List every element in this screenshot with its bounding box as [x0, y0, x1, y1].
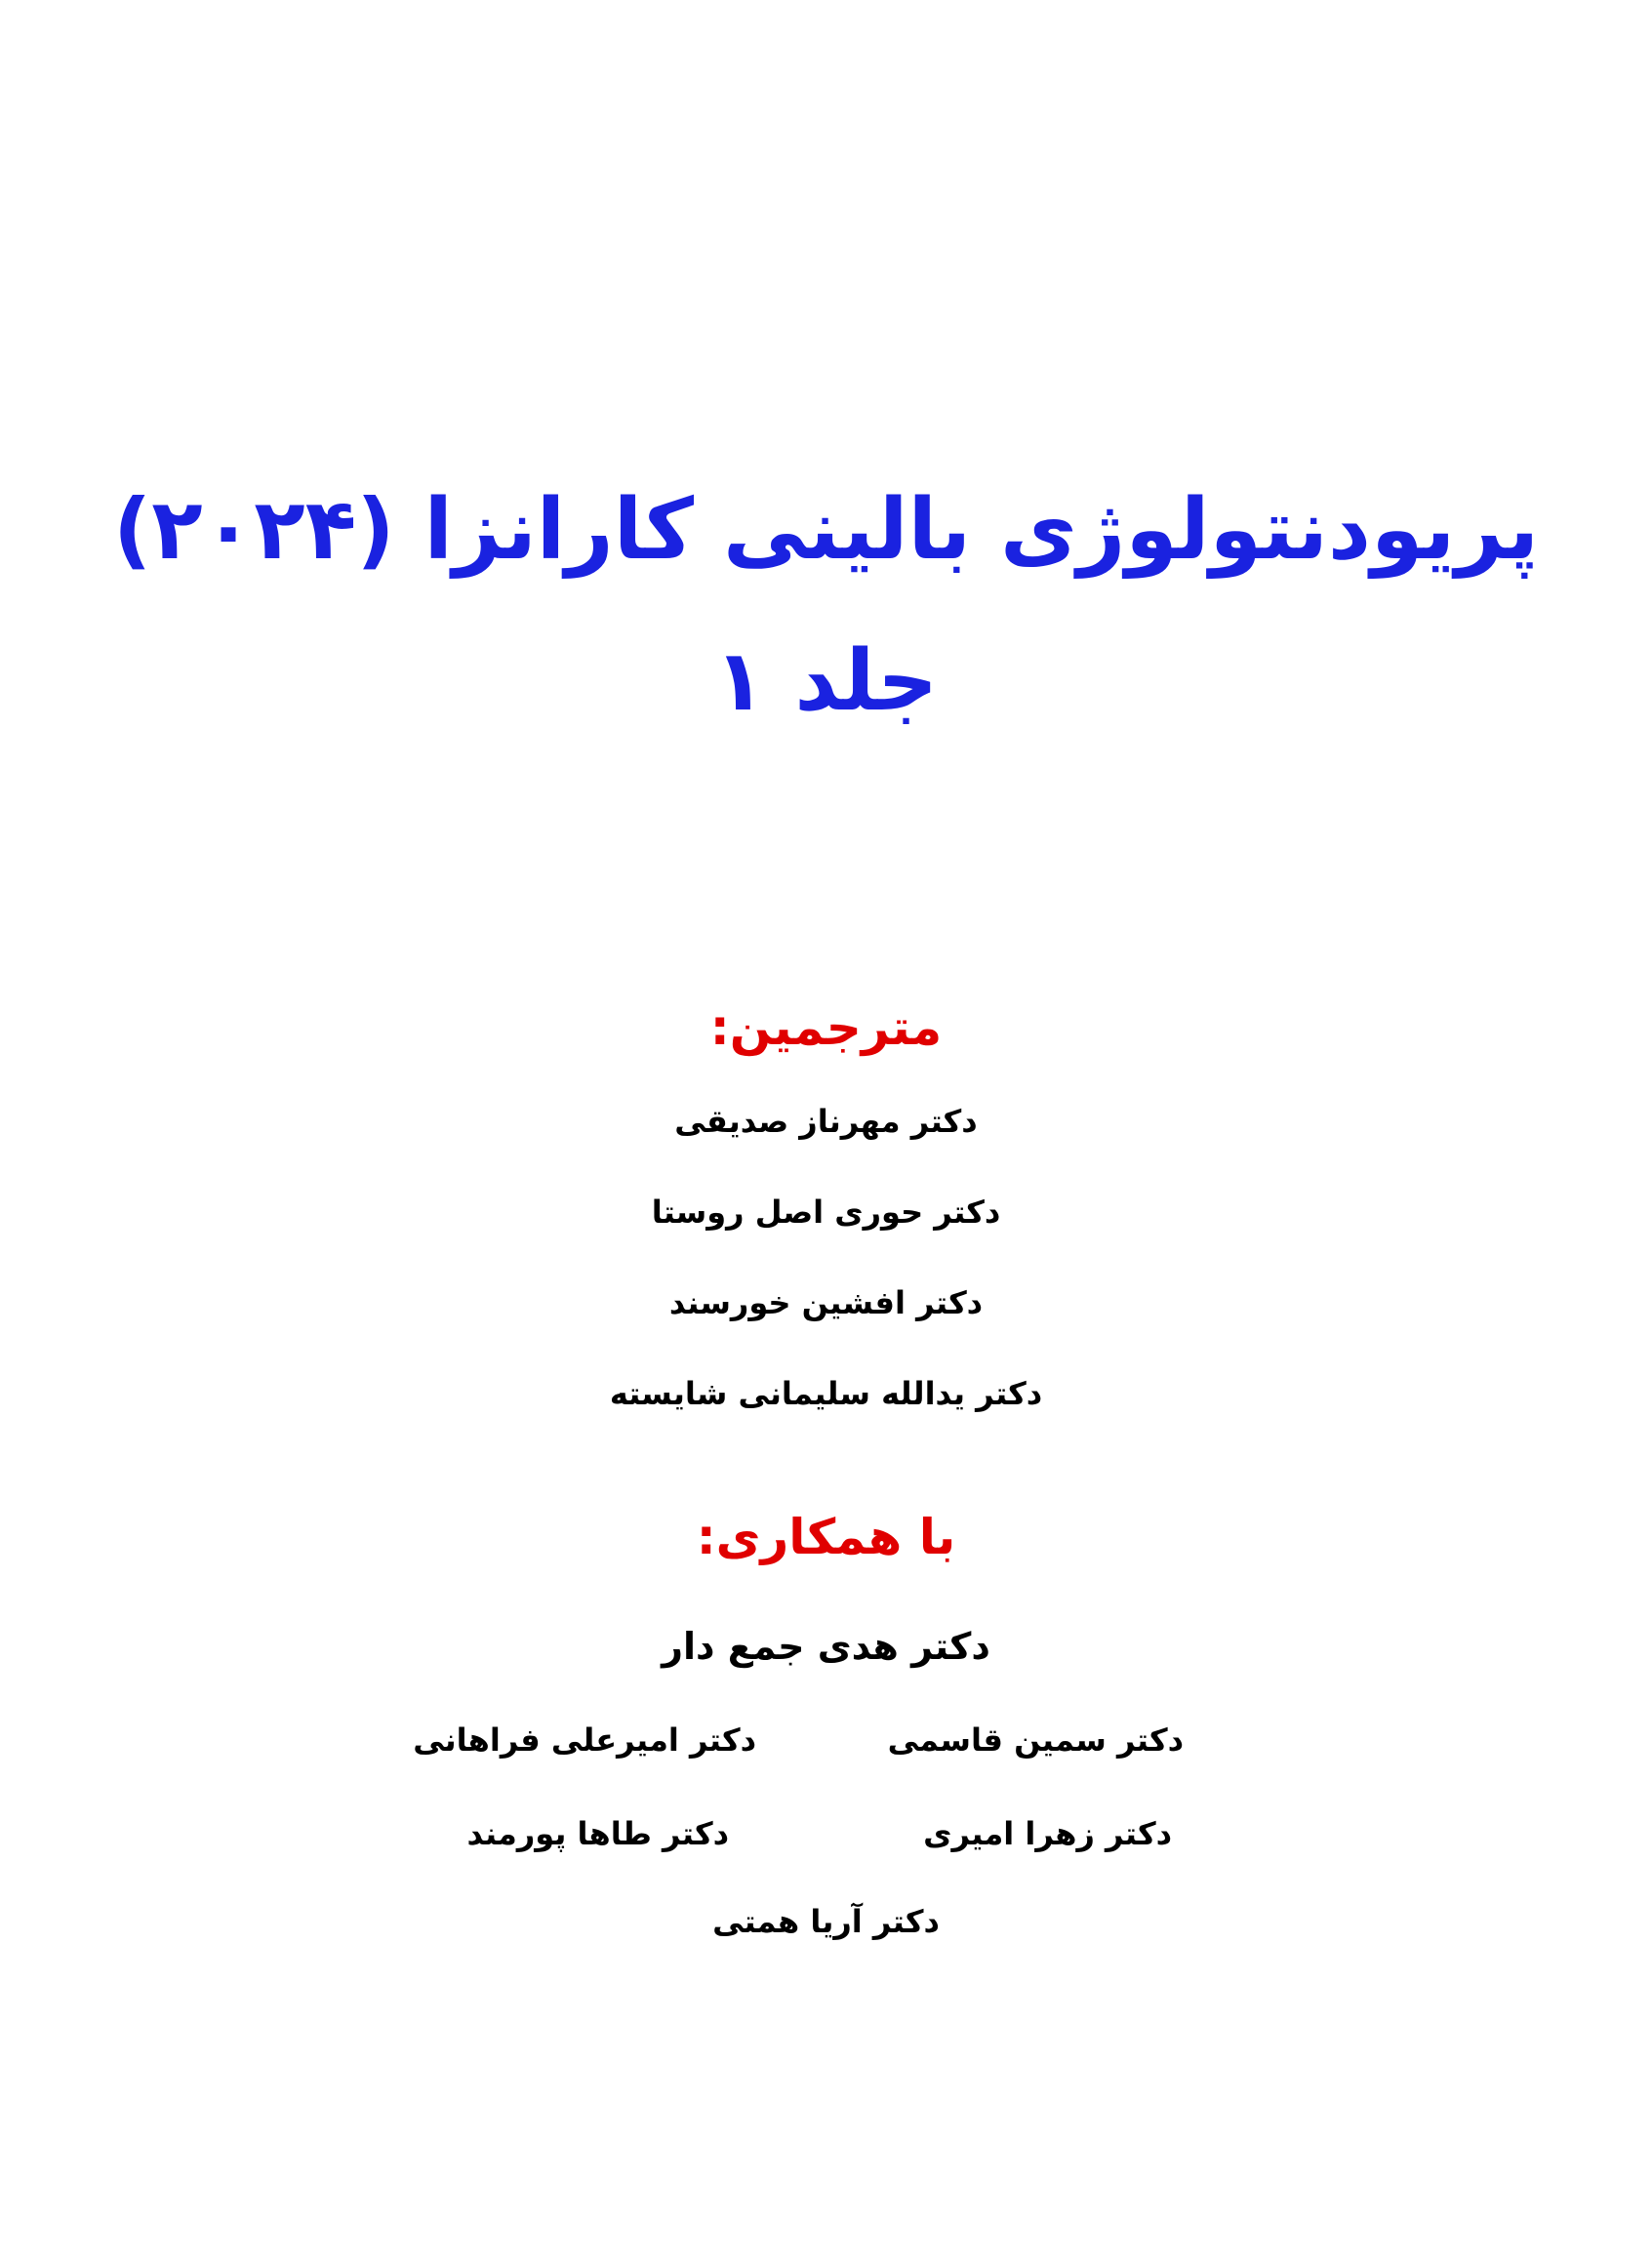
collaborator-name: دکتر طاها پورمند: [466, 1815, 729, 1852]
translators-heading: مترجمین:: [709, 999, 943, 1056]
translator-name: دکتر حوری اصل روستا: [651, 1194, 1001, 1231]
collaborator-name: دکتر آریا همتی: [712, 1903, 940, 1940]
lead-collaborator-name: دکتر هدی جمع دار: [662, 1625, 990, 1668]
collaborator-name: دکتر سمین قاسمی: [887, 1721, 1184, 1759]
collaborators-heading: با همکاری:: [696, 1509, 956, 1565]
translator-name: دکتر یدالله سلیمانی شایسته: [609, 1375, 1043, 1412]
translator-name: دکتر مهرناز صدیقی: [674, 1103, 978, 1140]
collaborator-name: دکتر امیرعلی فراهانی: [413, 1721, 756, 1759]
book-title: پریودنتولوژی بالینی کارانزا (۲۰۲۴): [112, 481, 1540, 579]
translator-name: دکتر افشین خورسند: [668, 1284, 984, 1321]
collaborator-name: دکتر زهرا امیری: [923, 1815, 1172, 1852]
volume-title: جلد ۱: [713, 632, 939, 730]
